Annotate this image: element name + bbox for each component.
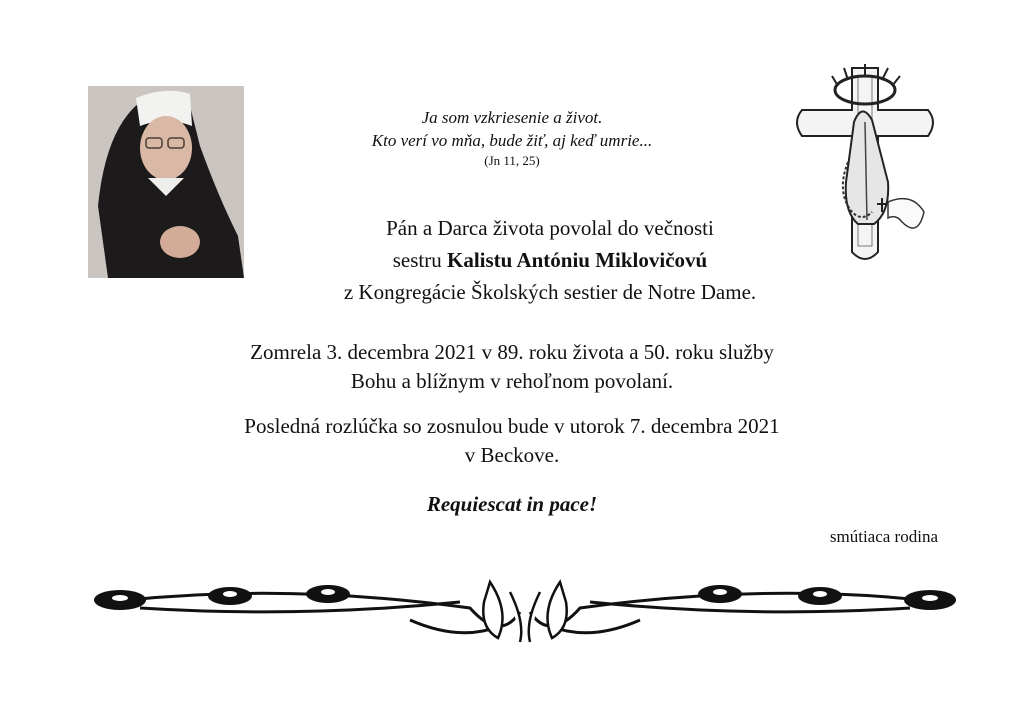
announcement-line-2 — [240, 244, 860, 276]
quote-line-2: Kto verí vo mňa, bude žiť, aj keď umrie... — [371, 131, 653, 150]
requiem-text: Requiescat in pace! — [426, 492, 598, 516]
farewell-line-2: v Beckove. — [464, 443, 560, 467]
announcement-line-3: z Kongregácie Školských sestier de Notre Dame. — [343, 280, 757, 304]
death-line-2: Bohu a blížnym v rehoľnom povolaní. — [350, 369, 674, 393]
death-line-1: Zomrela 3. decembra 2021 v 89. roku života a 50. roku služby — [250, 340, 774, 364]
signature: smútiaca rodina — [829, 527, 938, 546]
death-announcement — [240, 212, 860, 308]
portrait-photo — [88, 86, 244, 278]
floral-ornament-divider — [80, 572, 970, 648]
quote-line-1: Ja som vzkriesenie a život. — [421, 108, 603, 127]
announcement-line-1: Pán a Darca života povolal do večnosti — [386, 216, 714, 240]
nun-portrait-image — [88, 86, 244, 278]
farewell-line-1: Posledná rozlúčka so zosnulou bude v utorok 7. decembra 2021 — [244, 414, 780, 438]
bible-quote — [290, 106, 734, 170]
farewell-details — [110, 412, 914, 470]
quote-reference: (Jn 11, 25) — [484, 153, 540, 168]
death-details — [120, 338, 904, 396]
name-prefix: sestru — [392, 248, 447, 272]
deceased-name: Kalistu Antóniu Miklovičovú — [447, 248, 708, 272]
